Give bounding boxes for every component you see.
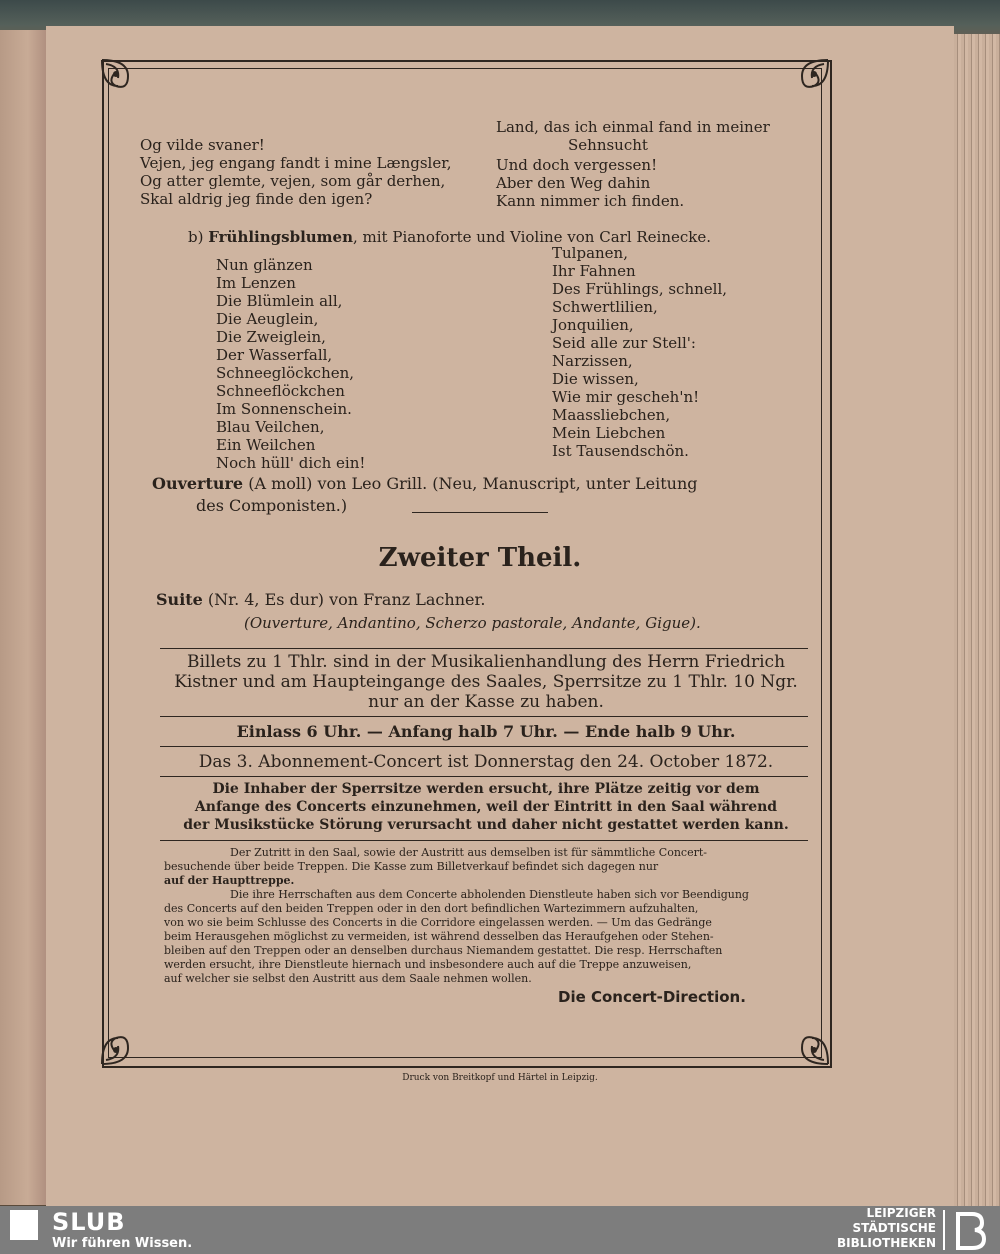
slub-logo-icon: [10, 1210, 38, 1240]
suite-title: Suite: [156, 590, 203, 609]
notice-bold-1: Die Inhaber der Sperrsitze werden ersucht, ihre Plätze zeitig vor dem: [212, 781, 760, 797]
poem-b-right-6: Seid alle zur Stell':: [552, 334, 696, 352]
poem-b-left-4: Die Aeuglein,: [216, 310, 319, 328]
library-name-2: STÄDTISCHE: [852, 1221, 936, 1235]
overture-text: (A moll) von Leo Grill. (Neu, Manuscript, unter Leitung: [243, 474, 698, 493]
divider: [412, 512, 548, 513]
tickets-line-3: nur an der Kasse zu haben.: [368, 692, 604, 712]
divider: [160, 716, 808, 717]
notice-small-2: besuchende über beide Treppen. Die Kasse zum Billetverkauf befindet sich dagegen nur: [164, 860, 659, 873]
poem-a-left-2: Vejen, jeg engang fandt i mine Længsler,: [140, 154, 452, 172]
item-b-rest: , mit Pianoforte und Violine von Carl Reinecke.: [353, 228, 712, 246]
event-times: Einlass 6 Uhr. — Anfang halb 7 Uhr. — Ende halb 9 Uhr.: [236, 722, 736, 741]
poem-b-right-1: Tulpanen,: [552, 244, 628, 262]
notice-small-4: Die ihre Herrschaften aus dem Concerte abholenden Dienstleute haben sich vor Beendigung: [230, 888, 749, 901]
poem-b-right-2: Ihr Fahnen: [552, 262, 636, 280]
notice-bold-3: der Musikstücke Störung verursacht und daher nicht gestattet werden kann.: [183, 817, 789, 833]
notice-small-3: auf der Haupttreppe.: [164, 874, 295, 887]
tickets-line-2: Kistner und am Haupteingange des Saales, Sperrsitze zu 1 Thlr. 10 Ngr.: [174, 672, 798, 692]
item-b-title: Frühlingsblumen: [208, 228, 353, 246]
notice-small-5: des Concerts auf den beiden Treppen oder in den dort befindlichen Wartezimmern aufzuhalten,: [164, 902, 699, 915]
item-b-heading: [188, 228, 711, 246]
poem-a-left-1: Og vilde svaner!: [140, 136, 265, 154]
library-name-3: BIBLIOTHEKEN: [836, 1236, 936, 1250]
poem-a-left-4: Skal aldrig jeg finde den igen?: [140, 190, 373, 208]
divider: [160, 776, 808, 777]
suite-text: (Nr. 4, Es dur) von Franz Lachner.: [202, 590, 486, 609]
notice-small-6: von wo sie beim Schlusse des Concerts in die Corridore eingelassen werden. — Um das Gedränge: [164, 916, 712, 929]
poem-a-right-3: Und doch vergessen!: [496, 156, 658, 174]
corner-ornament-icon: [772, 1008, 832, 1068]
poem-b-right-9: Wie mir gescheh'n!: [552, 388, 700, 406]
tickets-line-1: Billets zu 1 Thlr. sind in der Musikalienhandlung des Herrn Friedrich: [186, 652, 786, 672]
poem-b-right-8: Die wissen,: [552, 370, 639, 388]
suite-movements: (Ouverture, Andantino, Scherzo pastorale, Andante, Gigue).: [244, 614, 701, 632]
next-concert: Das 3. Abonnement-Concert ist Donnerstag den 24. October 1872.: [198, 752, 774, 772]
corner-ornament-icon: [98, 56, 158, 116]
corner-ornament-icon: [772, 56, 832, 116]
poem-a-right-5: Kann nimmer ich finden.: [496, 192, 685, 210]
overture-line-2: des Componisten.): [196, 496, 348, 515]
poem-a-right-2: Sehnsucht: [568, 136, 648, 154]
poem-b-right-11: Mein Liebchen: [552, 424, 666, 442]
poem-a-left-3: Og atter glemte, vejen, som går derhen,: [140, 172, 446, 190]
poem-a-right-4: Aber den Weg dahin: [496, 174, 651, 192]
facing-page: [0, 30, 46, 1205]
corner-ornament-icon: [98, 1008, 158, 1068]
library-logo-icon: [942, 1208, 992, 1252]
poem-b-right-3: Des Frühlings, schnell,: [552, 280, 728, 298]
notice-small-10: auf welcher sie selbst den Austritt aus dem Saale nehmen wollen.: [164, 972, 532, 985]
notice-small-1: Der Zutritt in den Saal, sowie der Austritt aus demselben ist für sämmtliche Concert-: [230, 846, 707, 859]
poem-b-left-1: Nun glänzen: [216, 256, 313, 274]
part-heading: Zweiter Theil.: [378, 543, 582, 573]
concert-direction: Die Concert-Direction.: [558, 988, 746, 1006]
poem-b-left-3: Die Blümlein all,: [216, 292, 343, 310]
item-b-marker: b): [188, 228, 204, 246]
notice-small-9: werden ersucht, ihre Dienstleute hiernach und insbesondere auch auf die Treppe anzuweisen,: [164, 958, 692, 971]
poem-b-right-10: Maassliebchen,: [552, 406, 671, 424]
poem-a-right-1: Land, das ich einmal fand in meiner: [496, 118, 770, 136]
overture-line-1: [152, 474, 698, 494]
poem-b-right-5: Jonquilien,: [552, 316, 634, 334]
divider: [160, 746, 808, 747]
poem-b-right-7: Narzissen,: [552, 352, 633, 370]
library-name-1: LEIPZIGER: [866, 1206, 936, 1220]
poem-b-left-11: Ein Weilchen: [216, 436, 316, 454]
poem-b-left-8: Schneeflöckchen: [216, 382, 345, 400]
poem-b-left-5: Die Zweiglein,: [216, 328, 326, 346]
slub-wordmark: SLUB: [52, 1208, 126, 1236]
divider: [160, 840, 808, 841]
poem-b-right-4: Schwertlilien,: [552, 298, 658, 316]
notice-bold-2: Anfange des Concerts einzunehmen, weil der Eintritt in den Saal während: [194, 799, 778, 815]
overture-title: Ouverture: [152, 474, 244, 493]
poem-b-left-9: Im Sonnenschein.: [216, 400, 352, 418]
notice-small-8: bleiben auf den Treppen oder an denselben durchaus Niemandem gestattet. Die resp. Herrschaften: [164, 944, 723, 957]
divider: [160, 648, 808, 649]
poem-b-left-12: Noch hüll' dich ein!: [216, 454, 366, 472]
notice-small-7: beim Herausgehen möglichst zu vermeiden, ist während desselben das Heraufgehen oder Stehen-: [164, 930, 714, 943]
slub-tagline: Wir führen Wissen.: [52, 1236, 193, 1251]
poem-b-left-7: Schneeglöckchen,: [216, 364, 355, 382]
poem-b-left-6: Der Wasserfall,: [216, 346, 333, 364]
poem-b-right-12: Ist Tausendschön.: [552, 442, 689, 460]
library-name: [837, 1206, 936, 1251]
printer-imprint: Druck von Breitkopf und Härtel in Leipzig.: [402, 1073, 598, 1083]
suite-line: [156, 590, 485, 610]
poem-b-left-10: Blau Veilchen,: [216, 418, 325, 436]
page-edges: [954, 34, 1000, 1206]
poem-b-left-2: Im Lenzen: [216, 274, 296, 292]
